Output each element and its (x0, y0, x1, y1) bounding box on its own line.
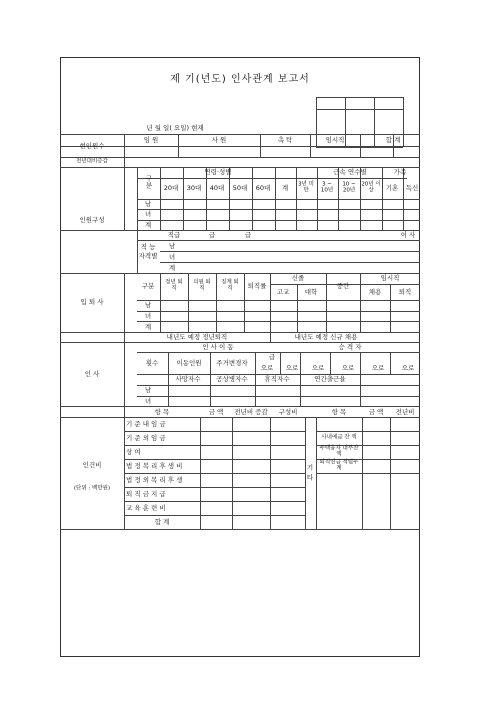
row-line (124, 431, 305, 432)
col-line (178, 134, 179, 157)
report-title: 제 기(년도) 인사관계 보고서 (170, 74, 310, 85)
col-total: 합 계 (385, 135, 401, 144)
pers-row-male: 남 (144, 385, 152, 394)
cost-change-header: 전년비 증감 (234, 407, 268, 416)
col-line (330, 352, 331, 374)
col-line (297, 284, 298, 332)
row-line (124, 501, 305, 502)
col-line (244, 273, 245, 332)
col-retire-rate: 퇴직률 (247, 281, 267, 290)
family-header: 가족 (393, 167, 407, 176)
other-item-header: 항 목 (331, 407, 347, 416)
age-30: 30대 (186, 183, 202, 192)
col-retire-voluntary: 의원 퇴직 (193, 279, 211, 291)
promotion-header: 승 격 자 (338, 342, 362, 351)
col-line (188, 273, 189, 332)
col-contract: 촉 탁 (277, 135, 293, 144)
suffix-5: 으로 (371, 363, 385, 372)
col-line (124, 273, 125, 406)
row-line (124, 473, 305, 474)
approval-line (403, 97, 404, 147)
next-year-retire: 내년도 예정 정년퇴직 (166, 332, 228, 341)
age-total: 계 (281, 183, 289, 192)
age-50: 50대 (232, 183, 248, 192)
other-pension: 퇴직연금 적립누계 (319, 459, 359, 471)
suffix-3: 으로 (311, 363, 325, 372)
single: 독신 (405, 183, 419, 192)
col-line (338, 167, 339, 230)
other-prev-header: 전년비 (395, 407, 415, 416)
cost-unit: (단위 : 백만원) (73, 485, 111, 492)
cost-amount-header: 금 액 (208, 407, 224, 416)
col-line (360, 352, 361, 406)
row-line (137, 385, 420, 386)
col-line (390, 284, 391, 332)
temp-hire: 채용 (368, 287, 382, 296)
approval-line (345, 97, 346, 147)
svc-3-10: 3 ~ 10년 (320, 181, 334, 193)
job-grade-b: 급 (244, 230, 252, 239)
row-line (124, 487, 305, 488)
job-grade: 직급 (167, 230, 181, 239)
row-line (137, 321, 420, 322)
service-header: 근속 연수별 (333, 167, 367, 176)
married: 기혼 (385, 183, 399, 192)
job-row-male: 남 (168, 241, 176, 250)
col-line (317, 167, 318, 230)
suffix-6: 으로 (401, 363, 415, 372)
col-line (160, 167, 161, 230)
row-female: 녀 (144, 209, 152, 218)
row-line (124, 459, 305, 460)
row-line (137, 209, 420, 210)
cost-item-legal: 법 정 복 리 후 생 비 (126, 461, 183, 470)
col-line (270, 417, 271, 529)
col-temporary: 임시직 (380, 273, 400, 282)
grad-university: 대학 (304, 287, 318, 296)
col-midcareer: 중간 (336, 281, 350, 290)
row-line (137, 220, 420, 221)
age-sex-header: 연령·성별 (204, 167, 232, 176)
row-line (60, 273, 420, 274)
col-line (168, 352, 169, 406)
col-line (360, 167, 361, 230)
col-temporary: 임시직 (325, 135, 345, 144)
row-line (137, 240, 420, 241)
col-line (252, 167, 253, 230)
col-count: 횟수 (145, 358, 159, 367)
suffix-1: 으로 (260, 363, 274, 372)
row-line (137, 300, 420, 301)
grad-highschool: 고교 (276, 287, 290, 296)
age-40: 40대 (209, 183, 225, 192)
col-line (137, 167, 138, 230)
col-line (326, 273, 327, 332)
col-line (300, 352, 301, 406)
suffix-2: 으로 (285, 363, 299, 372)
col-line (360, 273, 361, 332)
col-line (216, 273, 217, 332)
pers-row-female: 녀 (144, 396, 152, 405)
col-line (124, 134, 125, 230)
age-20: 20대 (163, 183, 179, 192)
other-amount-header: 금 액 (368, 407, 384, 416)
cost-item-extra: 기 준 외 임 금 (126, 433, 166, 442)
row-line (137, 311, 420, 312)
row-line (137, 199, 420, 200)
row-line (160, 262, 420, 263)
other-loan: 주택융자 대부잔액 (319, 445, 359, 457)
row-line (124, 445, 305, 446)
job-grade-a: 급 (208, 230, 216, 239)
hire-row-male: 남 (144, 300, 152, 309)
col-relocated: 주거변경자 (216, 358, 248, 367)
prev-change-label: 전년대비증감 (76, 158, 108, 165)
cost-label-1: 인건비 (82, 460, 102, 469)
job-qualification-label: 직 능 자격별 (138, 242, 158, 260)
current-staff-label: 현인원수 (79, 141, 105, 150)
approval-line (316, 97, 317, 147)
col-grade: 급 (268, 352, 276, 361)
approval-line (374, 97, 375, 147)
temp-exit: 퇴직 (398, 287, 412, 296)
cost-item-nonlegal: 법 정 외 복 리 후 생 (126, 475, 183, 484)
col-line (390, 417, 391, 529)
col-line (160, 273, 161, 332)
col-line (229, 167, 230, 230)
col-line (260, 134, 261, 157)
cost-item-bonus: 상 여 (126, 447, 141, 456)
other-label: 기타 (306, 463, 314, 482)
svc-lt3: 3년 미만 (298, 181, 314, 193)
row-line (60, 146, 420, 147)
col-employee: 사 원 (211, 135, 227, 144)
job-director: 이 사 (400, 230, 416, 239)
col-new-grad: 신졸 (291, 273, 305, 282)
row-line (316, 473, 420, 474)
row-line (60, 342, 420, 343)
col-retire-age: 정년 퇴직 (165, 279, 183, 291)
col-leave: 휴직자수 (264, 374, 290, 383)
col-attendance: 연간출근율 (314, 374, 346, 383)
transfer-header: 인 사 이 동 (202, 342, 234, 351)
report-sheet (60, 57, 420, 657)
row-line (60, 417, 420, 418)
row-line (160, 251, 420, 252)
col-line (360, 134, 361, 157)
job-row-total: 계 (168, 263, 176, 272)
row-line (60, 134, 420, 135)
col-executive: 임 원 (143, 135, 159, 144)
row-line (137, 178, 407, 179)
other-deposit: 사내예금 잔 액 (321, 434, 357, 441)
gubun-label: 구분 (145, 174, 153, 189)
age-60: 60대 (255, 183, 271, 192)
col-line (200, 417, 201, 529)
row-line (316, 431, 420, 432)
hire-row-total: 계 (144, 322, 152, 331)
col-line (210, 352, 211, 406)
row-line (60, 230, 420, 231)
cost-item-total: 합 계 (154, 517, 170, 526)
cost-item-training: 교 육 훈 련 비 (126, 503, 166, 512)
hire-exit-label: 입 퇴 사 (80, 297, 104, 306)
col-line (275, 167, 276, 230)
col-deaths: 사망자수 (175, 374, 201, 383)
approval-line (316, 109, 403, 110)
cost-item-severance: 퇴 직 금 지 급 (126, 489, 166, 498)
row-line (60, 332, 420, 333)
next-year-hire: 내년도 예정 신규 채용 (294, 332, 358, 341)
col-line (403, 167, 404, 230)
col-line (310, 134, 311, 157)
row-total: 계 (144, 220, 152, 229)
col-line (124, 406, 125, 529)
row-line (137, 352, 420, 353)
col-retire-discipline: 징계 퇴직 (221, 279, 239, 291)
col-line (280, 352, 281, 374)
col-moved: 이동인원 (176, 358, 202, 367)
date-line: 년 월 일( 요일) 현재 (146, 123, 204, 132)
personnel-label: 인 사 (84, 369, 100, 378)
row-male: 남 (144, 199, 152, 208)
approval-line (316, 97, 403, 98)
cost-item-header: 항 목 (154, 407, 170, 416)
svc-10-20: 10 ~ 20년 (342, 181, 356, 193)
col-line (296, 167, 297, 230)
col-injured: 공상병자수 (216, 374, 248, 383)
cost-ratio-header: 구성비 (278, 407, 298, 416)
svc-20plus: 20년 이상 (361, 181, 381, 193)
col-line (390, 352, 391, 374)
col-line (183, 167, 184, 230)
col-line (270, 273, 271, 342)
job-row-female: 녀 (168, 252, 176, 261)
hire-gubun: 구분 (141, 281, 155, 290)
col-line (232, 417, 233, 529)
cost-item-base: 기 준 내 임 금 (126, 419, 166, 428)
col-line (255, 352, 256, 406)
row-line (137, 396, 420, 397)
col-line (382, 167, 383, 230)
col-line (206, 167, 207, 230)
composition-label: 인원구성 (79, 215, 105, 224)
row-line (124, 515, 305, 516)
col-line (316, 417, 317, 529)
row-line (60, 529, 420, 530)
col-line (362, 417, 363, 529)
row-line (60, 157, 420, 158)
hire-row-female: 녀 (144, 311, 152, 320)
suffix-4: 으로 (341, 363, 355, 372)
